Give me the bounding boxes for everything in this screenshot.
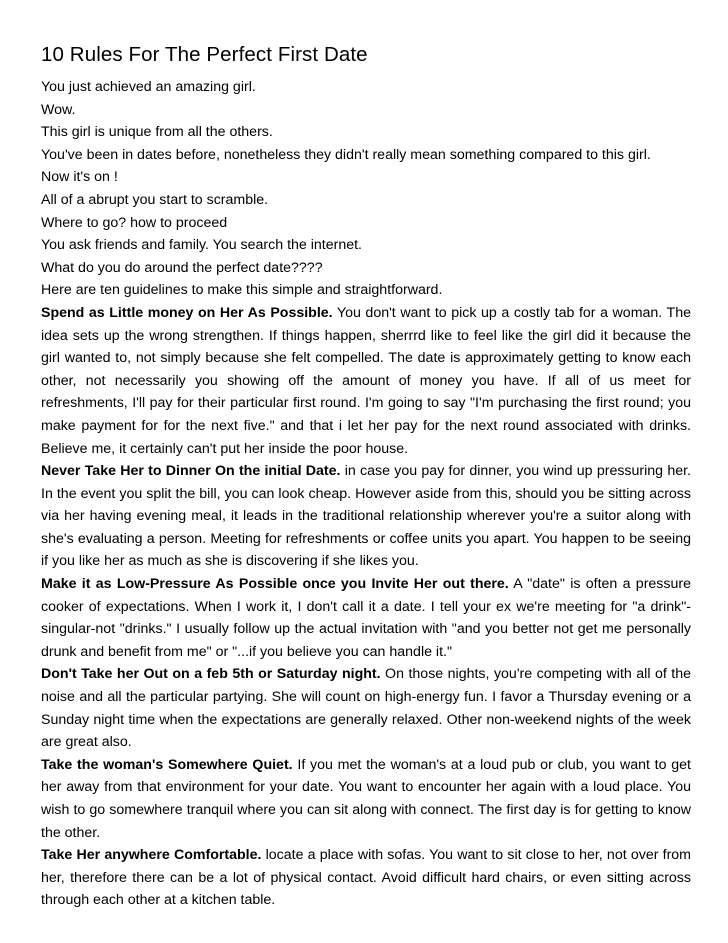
rule-body: On those nights, you're competing with all of the noise and all the particular partying. She will count on high-energy fun. I favor a Thursday evening or a Sunday night time when the expectations are generally relaxed. Other non-weekend nights of the week are great also. bbox=[41, 666, 691, 751]
intro-line: Where to go? how to proceed bbox=[41, 214, 228, 231]
intro-line: What do you do around the perfect date???? bbox=[41, 259, 323, 276]
rule-body: If you met the woman's at a loud pub or club, you want to get her away from that environment for your date. You want to encounter her again with a loud place. You wish to go somewhere tranquil where you can sit along with connect. The first day is for getting to know the other. bbox=[41, 756, 692, 841]
intro-line: All of a abrupt you start to scramble. bbox=[41, 191, 269, 208]
rule-heading: Take the woman's Somewhere Quiet. bbox=[41, 756, 293, 773]
rule-paragraph bbox=[41, 663, 691, 753]
rule-body: in case you pay for dinner, you wind up pressuring her. In the event you split the bill, you can look cheap. However aside from this, should you be sitting across via her having evening meal, it leads in the traditional relationship wherever you're a suitor along with she's evaluating a person. Meeting for refreshments or coffee units you apart. You happen to be seeing if you like her as much as she is discovering if she likes you. bbox=[41, 463, 691, 570]
document-title: 10 Rules For The Perfect First Date bbox=[41, 43, 368, 66]
rule-heading: Spend as Little money on Her As Possible. bbox=[41, 304, 333, 321]
rule-body: locate a place with sofas. You want to sit close to her, not over from her, therefore there can be a lot of physical contact. Avoid difficult hard chairs, or even sitting across through each other at a kitchen table. bbox=[41, 847, 691, 909]
rule-paragraph bbox=[41, 844, 691, 912]
rule-paragraph bbox=[41, 573, 691, 663]
rule-heading: Never Take Her to Dinner On the initial Date. bbox=[41, 463, 341, 480]
document-page bbox=[41, 42, 691, 912]
rule-paragraph bbox=[41, 754, 691, 844]
rule-body: A "date" is often a pressure cooker of expectations. When I work it, I don't call it a date. I tell your ex we're meeting for "a drink"-singular-not "drinks." I usually follow up the actual invitation with "and you better not get me personally drunk and benefit from me" or "...if you believe you can handle it." bbox=[41, 576, 692, 660]
intro-line: Now it's on ! bbox=[41, 169, 118, 186]
intro-line: Wow. bbox=[41, 101, 76, 118]
rule-body: You don't want to pick up a costly tab for a woman. The idea sets up the wrong strengthen. If things happen, sherrrd like to feel like the girl did it because the girl wanted to, not simply because she felt compelled. The date is approximately getting to know each other, not necessarily you showing off the amount of money you have. If all of us meet for refreshments, I'll pay for their particular first round. I'm going to say "I'm purchasing the first round; you make payment for for the next five." and that i let her pay for the next round associated with drinks. Believe me, it certainly can't put her inside the poor house. bbox=[41, 304, 691, 457]
intro-line: You ask friends and family. You search the internet. bbox=[41, 237, 362, 254]
intro-line: This girl is unique from all the others. bbox=[41, 124, 273, 141]
rule-heading: Don't Take her Out on a feb 5th or Saturday night. bbox=[41, 666, 381, 683]
intro-line: You just achieved an amazing girl. bbox=[41, 79, 256, 95]
rules-section bbox=[41, 302, 691, 912]
rule-paragraph bbox=[41, 460, 691, 573]
intro-section bbox=[41, 76, 691, 302]
intro-line: You've been in dates before, nonetheless they didn't really mean something compared to this girl. bbox=[41, 146, 651, 163]
rule-paragraph bbox=[41, 302, 691, 460]
intro-line: Here are ten guidelines to make this simple and straightforward. bbox=[41, 282, 443, 299]
rule-heading: Take Her anywhere Comfortable. bbox=[41, 847, 262, 864]
rule-heading: Make it as Low-Pressure As Possible once you Invite Her out there. bbox=[41, 576, 509, 593]
